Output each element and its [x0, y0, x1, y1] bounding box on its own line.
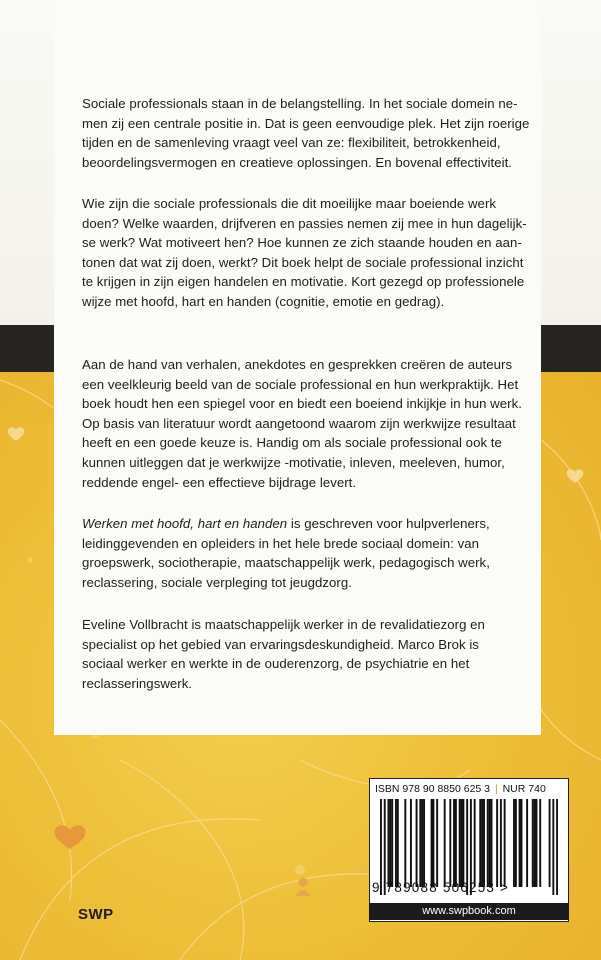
- barcode-bar: [416, 799, 418, 887]
- barcode-bar: [549, 799, 551, 887]
- text-line: Eveline Vollbracht is maatschappelijk werker in de revalidatiezorg en: [82, 617, 485, 632]
- barcode-bar: [395, 799, 397, 887]
- barcode-bar: [444, 799, 446, 887]
- barcode-bar: [504, 799, 506, 887]
- text-line: reclassering, sociale verpleging tot jeugdzorg.: [82, 574, 352, 590]
- barcode-bar: [496, 799, 498, 887]
- isbn-line: [375, 783, 546, 795]
- barcode-bar: [513, 799, 515, 887]
- barcode-bar: [487, 799, 489, 887]
- barcode-bar: [556, 799, 558, 895]
- text-line: specialist op het gebied van ervaringsdeskundigheid. Marco Brok is: [82, 636, 479, 652]
- barcode-bar: [491, 799, 493, 887]
- isbn-separator: |: [494, 783, 498, 795]
- text-line: reddende engel- een effectieve bijdrage levert.: [82, 474, 357, 490]
- barcode-bar: [534, 799, 536, 887]
- isbn-number: ISBN 978 90 8850 625 3: [375, 783, 491, 795]
- barcode-bar: [479, 799, 481, 887]
- barcode-bar: [521, 799, 523, 887]
- barcode-bar: [449, 799, 451, 887]
- barcode-bar: [481, 799, 483, 887]
- barcode-bar: [483, 799, 485, 887]
- text-line: se werk? Wat motiveert hen? Hoe kunnen ze zich staande houden en aan-: [82, 235, 522, 251]
- barcode-bar: [419, 799, 421, 887]
- text-line: doen? Welke waarden, drijfveren en passies nemen zij mee in hun dagelijk-: [82, 215, 527, 231]
- text-line: sociaal werker en werkte in de ouderenzorg, de psychiatrie en het: [82, 656, 470, 672]
- text-line: Op basis van literatuur wordt aangetoond waarom zijn werkwijze resultaat: [82, 415, 516, 431]
- text-line: Wie zijn die sociale professionals die dit moeilijke maar boeiende werk: [82, 196, 497, 211]
- barcode-bar: [461, 799, 463, 887]
- text-line: boek houdt hen een spiegel voor en biedt een boeiend inkijkje in hun werk.: [82, 396, 522, 412]
- barcode-bar: [410, 799, 412, 887]
- barcode-bar: [500, 799, 502, 887]
- blurb-paragraph-5: [82, 615, 534, 693]
- text-line: beoordelingsvermogen en creatieve oplossingen. En bovenal effectiviteit.: [82, 154, 513, 170]
- barcode-box: [369, 778, 569, 922]
- ean-digits: 9 789088 506253 >: [372, 880, 510, 895]
- barcode-bar: [459, 799, 461, 887]
- text-line: Sociale professionals staan in de belangstelling. In het sociale domein ne-: [82, 96, 518, 111]
- nur-code: NUR 740: [502, 783, 546, 795]
- blurb-paragraph-2: [82, 194, 534, 312]
- blurb-paragraph-3: [82, 355, 534, 492]
- barcode-bar: [453, 799, 455, 887]
- barcode-bar: [391, 799, 393, 887]
- text-line: men zij een centrale positie in. Dat is geen eenvoudige plek. Het zijn roerige: [82, 115, 530, 131]
- text-line: een veelkleurig beeld van de sociale professional en hun werkpraktijk. Het: [82, 376, 519, 392]
- text-line: leidinggevenden en opleiders in het hele brede sociaal domein: van: [82, 535, 480, 551]
- text-line: groepswerk, sociotherapie, maatschappelijk werk, pedagogisch werk,: [82, 555, 490, 571]
- barcode-bar: [539, 799, 541, 887]
- barcode-bar: [519, 799, 521, 887]
- text-line: tijden en de samenleving vraagt veel van ze: flexibiliteit, betrokkenheid,: [82, 135, 501, 151]
- text-line: reclasseringswerk.: [82, 675, 193, 691]
- text-line: tonen dat wat zij doen, werkt? Dit boek helpt de sociale professional inzicht: [82, 254, 524, 270]
- barcode-bar: [423, 799, 425, 887]
- text-line: kunnen uitleggen dat je werkwijze -motivatie, inleven, meeleven, humor,: [82, 454, 505, 470]
- barcode-bar: [526, 799, 528, 887]
- barcode-bar: [462, 799, 464, 887]
- barcode-bar: [404, 799, 406, 887]
- book-title: Werken met hoofd, hart en handen: [82, 516, 288, 531]
- barcode-bar: [489, 799, 491, 887]
- blurb-paragraph-1: [82, 94, 534, 172]
- barcode-bar: [431, 799, 433, 887]
- barcode-bar: [397, 799, 399, 887]
- barcode-bar: [387, 799, 389, 887]
- publisher-logo: SWP: [78, 906, 114, 923]
- barcode-bar: [421, 799, 423, 887]
- text-line: heeft en een goede keuze is. Handig om als sociale professional ook te: [82, 435, 502, 451]
- barcode-bar: [455, 799, 457, 887]
- text-line: [82, 514, 534, 534]
- publisher-url[interactable]: www.swpbook.com: [369, 903, 569, 920]
- barcode-bar: [552, 799, 554, 895]
- barcode-bar: [474, 799, 476, 887]
- blurb-paragraph-4: [82, 514, 534, 592]
- text-line: te krijgen in zijn eigen handelen en motivatie. Kort gezegd op professionele: [82, 274, 525, 290]
- barcode-bar: [389, 799, 391, 887]
- text-fragment: is geschreven voor hulpverleners,: [287, 516, 490, 531]
- barcode-bar: [515, 799, 517, 887]
- barcode-bar: [532, 799, 534, 887]
- barcode-bar: [536, 799, 538, 887]
- barcode-bar: [432, 799, 434, 887]
- text-line: Aan de hand van verhalen, anekdotes en gesprekken creëren de auteurs: [82, 357, 513, 372]
- text-line: wijze met hoofd, hart en handen (cognitie, emotie en gedrag).: [82, 293, 445, 309]
- barcode-bar: [436, 799, 438, 887]
